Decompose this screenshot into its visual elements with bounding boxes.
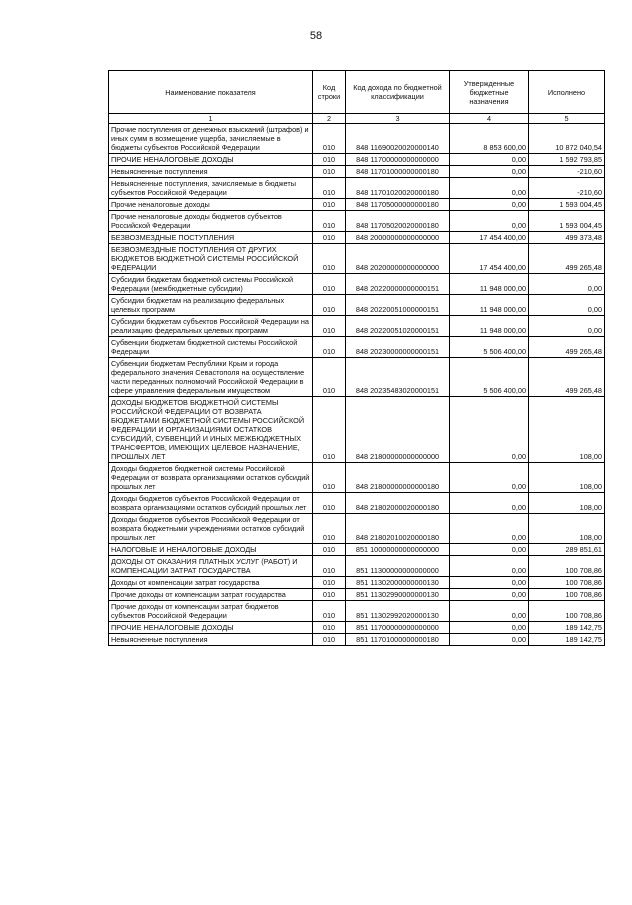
- table-row: [109, 295, 605, 316]
- cell-name: Невыясненные поступления, зачисляемые в бюджеты субъектов Российской Федерации: [109, 178, 313, 199]
- cell-executed: -210,60: [529, 166, 605, 178]
- cell-approved: 0,00: [450, 577, 529, 589]
- cell-name: Прочие поступления от денежных взысканий (штрафов) и иных сумм в возмещение ущерба, зачисляемые в бюджеты субъектов Российской Федерации: [109, 124, 313, 154]
- table-row: [109, 493, 605, 514]
- cell-kbk: 848 20235483020000151: [346, 358, 450, 397]
- cell-name: Доходы от компенсации затрат государства: [109, 577, 313, 589]
- header-kbk: Код дохода по бюджетной классификации: [346, 71, 450, 114]
- cell-kbk: 848 20200000000000000: [346, 244, 450, 274]
- cell-name: ПРОЧИЕ НЕНАЛОГОВЫЕ ДОХОДЫ: [109, 622, 313, 634]
- cell-kbk: 848 11700000000000000: [346, 154, 450, 166]
- cell-executed: 1 592 793,85: [529, 154, 605, 166]
- cell-executed: 10 872 040,54: [529, 124, 605, 154]
- cell-executed: 100 708,86: [529, 577, 605, 589]
- column-number: 2: [313, 114, 346, 124]
- cell-approved: 17 454 400,00: [450, 232, 529, 244]
- cell-kbk: 851 10000000000000000: [346, 544, 450, 556]
- revenue-table: [108, 70, 605, 646]
- cell-kbk: 848 20220000000000151: [346, 274, 450, 295]
- cell-kbk: 848 21802010020000180: [346, 514, 450, 544]
- table-row: [109, 211, 605, 232]
- cell-name: БЕЗВОЗМЕЗДНЫЕ ПОСТУПЛЕНИЯ: [109, 232, 313, 244]
- column-number-row: [109, 114, 605, 124]
- cell-code: 010: [313, 397, 346, 463]
- cell-code: 010: [313, 274, 346, 295]
- cell-code: 010: [313, 337, 346, 358]
- cell-kbk: 848 20000000000000000: [346, 232, 450, 244]
- cell-executed: 108,00: [529, 493, 605, 514]
- cell-approved: 8 853 600,00: [450, 124, 529, 154]
- header-executed: Исполнено: [529, 71, 605, 114]
- cell-kbk: 851 11700000000000000: [346, 622, 450, 634]
- cell-approved: 0,00: [450, 211, 529, 232]
- cell-name: Доходы бюджетов субъектов Российской Федерации от возврата организациями остатков субсидий прошлых лет: [109, 493, 313, 514]
- cell-executed: 0,00: [529, 274, 605, 295]
- table-row: [109, 232, 605, 244]
- table-row: [109, 166, 605, 178]
- cell-kbk: 848 11705000000000180: [346, 199, 450, 211]
- cell-name: Субсидии бюджетам на реализацию федеральных целевых программ: [109, 295, 313, 316]
- cell-approved: 0,00: [450, 622, 529, 634]
- cell-approved: 0,00: [450, 199, 529, 211]
- cell-approved: 17 454 400,00: [450, 244, 529, 274]
- cell-executed: 108,00: [529, 397, 605, 463]
- cell-executed: 100 708,86: [529, 556, 605, 577]
- table-row: [109, 154, 605, 166]
- cell-kbk: 848 11701020020000180: [346, 178, 450, 199]
- cell-approved: 0,00: [450, 556, 529, 577]
- cell-name: НАЛОГОВЫЕ И НЕНАЛОГОВЫЕ ДОХОДЫ: [109, 544, 313, 556]
- table-row: [109, 634, 605, 646]
- cell-executed: 108,00: [529, 463, 605, 493]
- cell-name: Субсидии бюджетам субъектов Российской Федерации на реализацию федеральных целевых программ: [109, 316, 313, 337]
- cell-kbk: 848 21802000020000180: [346, 493, 450, 514]
- cell-approved: 0,00: [450, 634, 529, 646]
- cell-approved: 0,00: [450, 178, 529, 199]
- cell-code: 010: [313, 178, 346, 199]
- cell-kbk: 848 21800000000000180: [346, 463, 450, 493]
- table-row: [109, 544, 605, 556]
- table-header-row: [109, 71, 605, 114]
- cell-code: 010: [313, 622, 346, 634]
- cell-code: 010: [313, 556, 346, 577]
- column-number: 3: [346, 114, 450, 124]
- cell-name: Субвенции бюджетам Республики Крым и города федерального значения Севастополя на осуществление части переданных полномочий Российской Федерации в сфере управления федеральным имуществом: [109, 358, 313, 397]
- cell-kbk: 848 20230000000000151: [346, 337, 450, 358]
- cell-code: 010: [313, 544, 346, 556]
- table-row: [109, 199, 605, 211]
- header-approved: Утвержденные бюджетные назначения: [450, 71, 529, 114]
- cell-executed: 499 265,48: [529, 244, 605, 274]
- cell-kbk: 848 20220051000000151: [346, 295, 450, 316]
- cell-code: 010: [313, 514, 346, 544]
- cell-approved: 0,00: [450, 544, 529, 556]
- cell-approved: 0,00: [450, 397, 529, 463]
- cell-name: Прочие доходы от компенсации затрат бюджетов субъектов Российской Федерации: [109, 601, 313, 622]
- cell-executed: 499 373,48: [529, 232, 605, 244]
- cell-kbk: 848 20220051020000151: [346, 316, 450, 337]
- cell-name: Прочие неналоговые доходы: [109, 199, 313, 211]
- cell-approved: 5 506 400,00: [450, 337, 529, 358]
- cell-name: БЕЗВОЗМЕЗДНЫЕ ПОСТУПЛЕНИЯ ОТ ДРУГИХ БЮДЖЕТОВ БЮДЖЕТНОЙ СИСТЕМЫ РОССИЙСКОЙ ФЕДЕРАЦИИ: [109, 244, 313, 274]
- header-code: Код строки: [313, 71, 346, 114]
- cell-approved: 0,00: [450, 166, 529, 178]
- cell-name: Субсидии бюджетам бюджетной системы Российской Федерации (межбюджетные субсидии): [109, 274, 313, 295]
- cell-name: Доходы бюджетов субъектов Российской Федерации от возврата бюджетными учреждениями остатков субсидий прошлых лет: [109, 514, 313, 544]
- cell-executed: -210,60: [529, 178, 605, 199]
- cell-code: 010: [313, 244, 346, 274]
- table-body: [109, 124, 605, 646]
- table-row: [109, 601, 605, 622]
- cell-code: 010: [313, 166, 346, 178]
- table-row: [109, 556, 605, 577]
- page-number: 58: [309, 30, 323, 42]
- cell-executed: 499 265,48: [529, 358, 605, 397]
- cell-approved: 0,00: [450, 463, 529, 493]
- cell-name: Невыясненные поступления: [109, 166, 313, 178]
- cell-kbk: 851 11701000000000180: [346, 634, 450, 646]
- column-number: 4: [450, 114, 529, 124]
- cell-executed: 100 708,86: [529, 589, 605, 601]
- cell-name: Доходы бюджетов бюджетной системы Российской Федерации от возврата организациями остатков субсидий прошлых лет: [109, 463, 313, 493]
- cell-code: 010: [313, 463, 346, 493]
- cell-name: ДОХОДЫ ОТ ОКАЗАНИЯ ПЛАТНЫХ УСЛУГ (РАБОТ) И КОМПЕНСАЦИИ ЗАТРАТ ГОСУДАРСТВА: [109, 556, 313, 577]
- cell-code: 010: [313, 211, 346, 232]
- cell-approved: 11 948 000,00: [450, 274, 529, 295]
- cell-executed: 289 851,61: [529, 544, 605, 556]
- cell-name: ПРОЧИЕ НЕНАЛОГОВЫЕ ДОХОДЫ: [109, 154, 313, 166]
- cell-code: 010: [313, 493, 346, 514]
- cell-executed: 499 265,48: [529, 337, 605, 358]
- cell-name: Прочие доходы от компенсации затрат государства: [109, 589, 313, 601]
- cell-kbk: 851 11302990000000130: [346, 589, 450, 601]
- table-row: [109, 397, 605, 463]
- table-row: [109, 274, 605, 295]
- cell-kbk: 851 11302992020000130: [346, 601, 450, 622]
- table-row: [109, 244, 605, 274]
- column-number: 1: [109, 114, 313, 124]
- cell-executed: 0,00: [529, 316, 605, 337]
- cell-approved: 0,00: [450, 493, 529, 514]
- cell-approved: 0,00: [450, 514, 529, 544]
- cell-executed: 1 593 004,45: [529, 199, 605, 211]
- table-row: [109, 622, 605, 634]
- cell-approved: 0,00: [450, 154, 529, 166]
- cell-executed: 189 142,75: [529, 634, 605, 646]
- cell-name: Прочие неналоговые доходы бюджетов субъектов Российской Федерации: [109, 211, 313, 232]
- cell-approved: 0,00: [450, 589, 529, 601]
- cell-code: 010: [313, 358, 346, 397]
- cell-code: 010: [313, 577, 346, 589]
- cell-executed: 1 593 004,45: [529, 211, 605, 232]
- column-number: 5: [529, 114, 605, 124]
- cell-kbk: 848 11705020020000180: [346, 211, 450, 232]
- cell-approved: 0,00: [450, 601, 529, 622]
- cell-code: 010: [313, 316, 346, 337]
- cell-name: Невыясненные поступления: [109, 634, 313, 646]
- table-row: [109, 577, 605, 589]
- cell-kbk: 848 11690020020000140: [346, 124, 450, 154]
- table-row: [109, 316, 605, 337]
- table-row: [109, 178, 605, 199]
- cell-code: 010: [313, 634, 346, 646]
- cell-kbk: 848 11701000000000180: [346, 166, 450, 178]
- cell-executed: 100 708,86: [529, 601, 605, 622]
- cell-approved: 5 506 400,00: [450, 358, 529, 397]
- table-row: [109, 463, 605, 493]
- cell-executed: 0,00: [529, 295, 605, 316]
- table-row: [109, 358, 605, 397]
- cell-executed: 189 142,75: [529, 622, 605, 634]
- cell-kbk: 851 11302000000000130: [346, 577, 450, 589]
- table-row: [109, 124, 605, 154]
- cell-name: ДОХОДЫ БЮДЖЕТОВ БЮДЖЕТНОЙ СИСТЕМЫ РОССИЙСКОЙ ФЕДЕРАЦИИ ОТ ВОЗВРАТА БЮДЖЕТАМИ БЮДЖЕТНОЙ СИСТЕМЫ РОССИЙСКОЙ ФЕДЕРАЦИИ И ОРГАНИЗАЦИЯМИ ОСТАТКОВ СУБСИДИЙ, СУБВЕНЦИЙ И ИНЫХ МЕЖБЮДЖЕТНЫХ ТРАНСФЕРТОВ, ИМЕЮЩИХ ЦЕЛЕВОЕ НАЗНАЧЕНИЕ, ПРОШЛЫХ ЛЕТ: [109, 397, 313, 463]
- table-row: [109, 589, 605, 601]
- cell-code: 010: [313, 124, 346, 154]
- table-row: [109, 514, 605, 544]
- cell-code: 010: [313, 199, 346, 211]
- cell-kbk: 851 11300000000000000: [346, 556, 450, 577]
- cell-executed: 108,00: [529, 514, 605, 544]
- cell-name: Субвенции бюджетам бюджетной системы Российской Федерации: [109, 337, 313, 358]
- cell-code: 010: [313, 154, 346, 166]
- header-name: Наименование показателя: [109, 71, 313, 114]
- cell-approved: 11 948 000,00: [450, 316, 529, 337]
- cell-approved: 11 948 000,00: [450, 295, 529, 316]
- table-row: [109, 337, 605, 358]
- cell-code: 010: [313, 601, 346, 622]
- cell-code: 010: [313, 295, 346, 316]
- cell-code: 010: [313, 232, 346, 244]
- cell-kbk: 848 21800000000000000: [346, 397, 450, 463]
- cell-code: 010: [313, 589, 346, 601]
